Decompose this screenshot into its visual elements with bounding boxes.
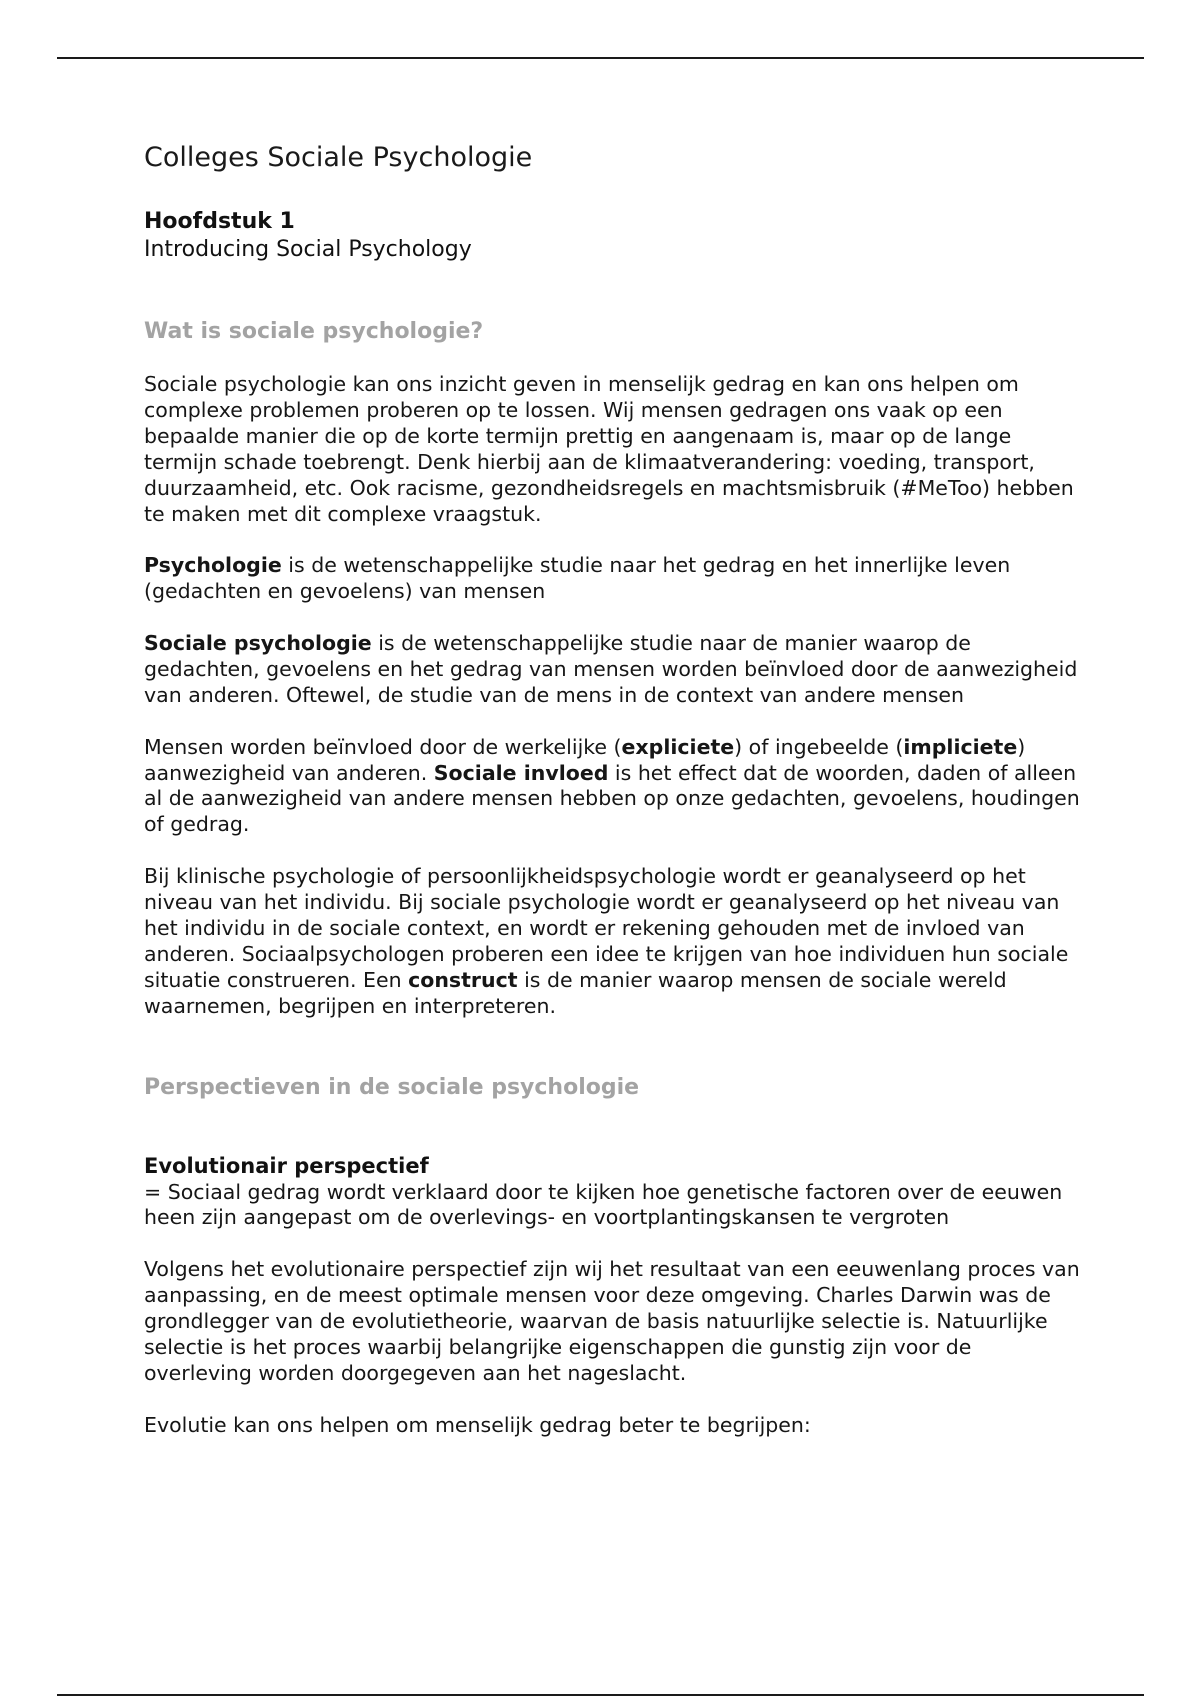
- section-heading-perspectieven: Perspectieven in de sociale psychologie: [144, 1074, 640, 1100]
- definition-text: is de wetenschappelijke studie naar de manier waarop de gedachten, gevoelens en het gedrag van mensen worden beïnvloed door de aanwezigheid van anderen. Oftewel, de studie van de mens in de context van andere mensen: [144, 631, 1078, 707]
- definition-text: is de wetenschappelijke studie naar het gedrag en het innerlijke leven (gedachten en gevoelens) van mensen: [144, 553, 1011, 604]
- text-run: Mensen worden beïnvloed door de werkelijke (: [144, 734, 622, 759]
- term-sociale-psychologie: Sociale psychologie: [144, 631, 372, 656]
- paragraph-evolutionair-definition: = Sociaal gedrag wordt verklaard door te kijken hoe genetische factoren over de eeuwen heen zijn aangepast om de overlevings- en voortplantingskansen te vergroten: [144, 1179, 1063, 1230]
- text-run: Bij klinische psychologie of persoonlijkheidspsychologie wordt er geanalyseerd op het niveau van het individu. Bij sociale psychologie wordt er geanalyseerd op het niveau van het individu in de sociale context, en wordt er rekening gehouden met de invloed van anderen. Sociaalpsychologen proberen een idee te krijgen van hoe individuen hun sociale situatie construeren. Een: [144, 864, 1069, 992]
- text-run: is het effect dat de woorden, daden of alleen al de aanwezigheid van andere mensen hebben op onze gedachten, gevoelens, houdingen of gedrag.: [144, 760, 1080, 837]
- header-rule: [57, 57, 1144, 59]
- paragraph-evolutionair-uitleg: Volgens het evolutionaire perspectief zijn wij het resultaat van een eeuwenlang proces van aanpassing, en de meest optimale mensen voor deze omgeving. Charles Darwin was de grondlegger van de evolutietheorie, waarvan de basis natuurlijke selectie is. Natuurlijke selectie is het proces waarbij belangrijke eigenschappen die gunstig zijn voor de overleving worden doorgegeven aan het nageslacht.: [144, 1257, 1080, 1385]
- term-impliciete: impliciete: [903, 734, 1018, 759]
- document-title: Colleges Sociale Psychologie: [144, 142, 533, 173]
- chapter-subtitle: Introducing Social Psychology: [144, 237, 472, 262]
- paragraph-psychologie-definition: [144, 553, 1084, 605]
- section-heading-what-is: Wat is sociale psychologie?: [144, 319, 484, 344]
- paragraph-evolutie-begrijpen: Evolutie kan ons helpen om menselijk gedrag beter te begrijpen:: [144, 1412, 811, 1437]
- term-psychologie: Psychologie: [144, 553, 282, 578]
- paragraph-intro: Sociale psychologie kan ons inzicht geven in menselijk gedrag en kan ons helpen om complexe problemen proberen op te lossen. Wij mensen gedragen ons vaak op een bepaalde manier die op de korte termijn prettig en aangenaam is, maar op de lange termijn schade toebrengt. Denk hierbij aan de klimaatverandering: voeding, transport, duurzaamheid, etc. Ook racisme, gezondheidsregels en machtsmisbruik (#MeToo) hebben te maken met dit complexe vraagstuk.: [144, 372, 1074, 526]
- paragraph-sociale-invloed: [144, 735, 1084, 839]
- text-run: ) aanwezigheid van anderen.: [144, 734, 1026, 785]
- paragraph-construct: [144, 864, 1084, 1019]
- term-sociale-invloed: Sociale invloed: [433, 760, 609, 785]
- document-body: [144, 138, 1084, 1439]
- sub-heading-evolutionair: Evolutionair perspectief: [144, 1153, 429, 1178]
- text-run: is de manier waarop mensen de sociale wereld waarnemen, begrijpen en interpreteren.: [144, 967, 1007, 1018]
- text-run: ) of ingebeelde (: [734, 734, 904, 759]
- term-construct: construct: [408, 967, 518, 992]
- chapter-heading: [144, 208, 1084, 264]
- paragraph-sociale-psychologie-definition: [144, 631, 1084, 709]
- chapter-label: Hoofdstuk 1: [144, 209, 295, 234]
- footer-rule: [57, 1694, 1144, 1696]
- term-expliciete: expliciete: [621, 734, 735, 759]
